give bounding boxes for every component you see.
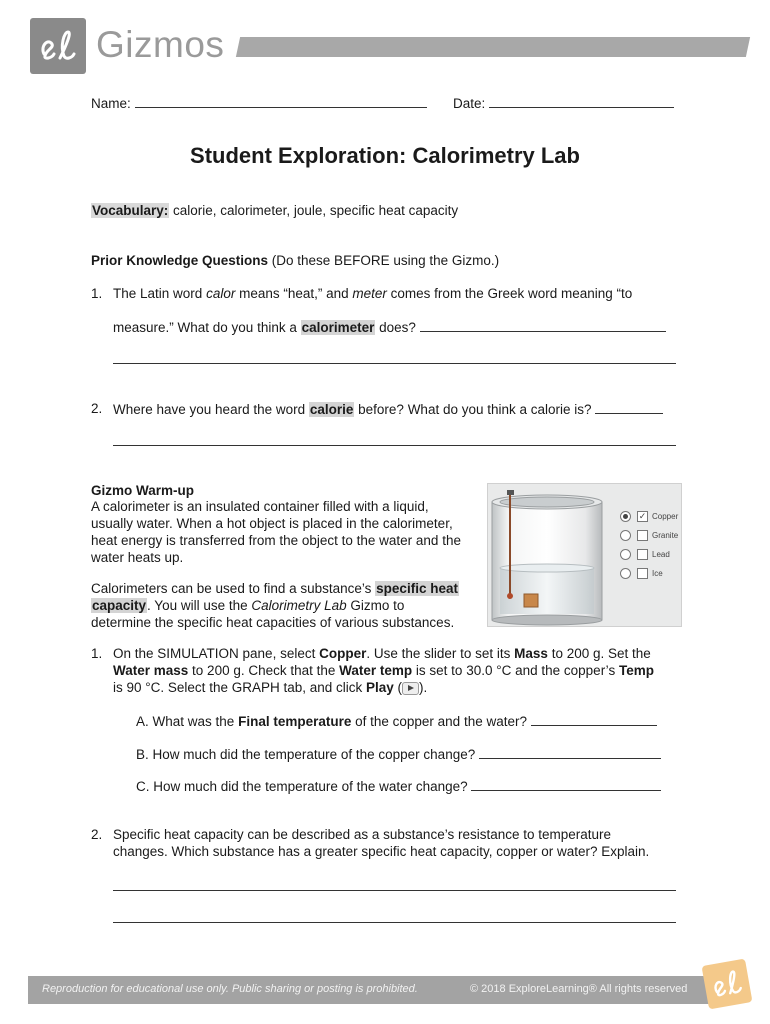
radio-icon[interactable] <box>620 568 631 579</box>
option-granite[interactable] <box>620 530 678 541</box>
q-text: to 200 g. Check that the <box>188 663 340 678</box>
answer-blank[interactable] <box>531 712 657 726</box>
option-ice[interactable] <box>620 568 663 579</box>
subq-letter: C. <box>136 779 150 794</box>
prior-q1-line2 <box>113 318 666 336</box>
subq-text: How much did the temperature of the copper change? <box>152 747 476 762</box>
para-text: Gizmo to <box>346 598 405 613</box>
q-term: meter <box>352 286 387 301</box>
footer-logo <box>702 959 753 1010</box>
para-term: capacity <box>92 598 147 613</box>
para-line: A calorimeter is an insulated container filled with a liquid, <box>91 499 429 514</box>
answer-blank[interactable] <box>113 350 676 364</box>
q-term: Water mass <box>113 663 189 678</box>
vocabulary-label: Vocabulary: <box>92 203 169 218</box>
warmup-q2 <box>91 826 650 859</box>
page-title: Student Exploration: Calorimetry Lab <box>190 143 580 168</box>
q-text: means “heat,” and <box>235 286 353 301</box>
para-text: Calorimeters can be used to find a substance’s <box>91 581 376 596</box>
q-text: The Latin word <box>113 286 207 301</box>
q-text: measure.” What do you think a <box>113 320 301 335</box>
para-line: water heats up. <box>91 550 184 565</box>
header-bar <box>236 37 750 57</box>
para-term: specific heat <box>376 581 458 596</box>
prior-heading-text: Prior Knowledge Questions <box>91 253 269 268</box>
radio-icon[interactable] <box>620 549 631 560</box>
option-label: Granite <box>652 531 679 540</box>
el-logo-icon <box>38 28 78 64</box>
q-text: Where have you heard the word <box>113 402 309 417</box>
name-blank[interactable] <box>135 94 427 108</box>
date-blank[interactable] <box>489 94 674 108</box>
play-icon <box>402 682 419 695</box>
gizmo-name: Calorimetry Lab <box>251 598 347 613</box>
option-label: Lead <box>652 550 670 559</box>
subq-c <box>136 777 661 795</box>
q-number: 2. <box>91 401 103 416</box>
subq-text: How much did the temperature of the water change? <box>153 779 468 794</box>
q-term: calor <box>206 286 236 301</box>
option-label: Ice <box>652 569 663 578</box>
el-logo-icon <box>708 965 745 1002</box>
subq-letter: B. <box>136 747 149 762</box>
prior-note: (Do these BEFORE using the Gizmo.) <box>268 253 500 268</box>
prior-q2 <box>91 400 592 417</box>
checkbox-icon[interactable] <box>637 549 648 560</box>
checkbox-icon[interactable]: ✓ <box>638 511 647 521</box>
q-number: 2. <box>91 827 103 842</box>
q-term: Temp <box>618 663 654 678</box>
answer-blank[interactable] <box>595 400 663 414</box>
q-term: calorimeter <box>301 320 375 335</box>
q-number: 1. <box>91 646 103 661</box>
brand-name: Gizmos <box>96 24 225 65</box>
q-term: Water temp <box>339 663 413 678</box>
subq-letter: A. <box>136 714 149 729</box>
radio-icon[interactable] <box>620 530 631 541</box>
answer-blank[interactable] <box>479 745 661 759</box>
option-lead[interactable] <box>620 549 670 560</box>
answer-blank[interactable] <box>113 432 676 446</box>
name-label: Name: <box>91 96 131 111</box>
prior-heading <box>91 252 499 269</box>
date-field[interactable] <box>453 94 674 112</box>
q-term: Copper <box>319 646 367 661</box>
q-text: to 200 g. Set the <box>547 646 651 661</box>
gizmos-logo <box>30 18 86 74</box>
subq-text: of the copper and the water? <box>351 714 527 729</box>
q-text: is set to 30.0 °C and the copper’s <box>412 663 619 678</box>
vocabulary <box>91 202 458 219</box>
prior-q1-line1 <box>91 285 633 302</box>
subq-a <box>136 712 657 730</box>
q-line: Specific heat capacity can be described as a substance’s resistance to temperature <box>113 827 612 842</box>
q-text: before? What do you think a calorie is? <box>354 402 592 417</box>
q-line: changes. Which substance has a greater specific heat capacity, copper or water? Explain. <box>113 844 650 859</box>
q-term: Play <box>366 680 394 695</box>
radio-icon[interactable] <box>620 511 631 522</box>
para-line: usually water. When a hot object is placed in the calorimeter, <box>91 516 453 531</box>
q-term: Mass <box>514 646 548 661</box>
warmup-para1 <box>91 498 481 566</box>
warmup-q1 <box>91 645 654 695</box>
answer-blank[interactable] <box>420 318 666 332</box>
checkbox-icon[interactable] <box>637 530 648 541</box>
answer-blank[interactable] <box>471 777 661 791</box>
para-line: determine the specific heat capacities of various substances. <box>91 615 455 630</box>
para-line: heat energy is transferred from the object to the water and the <box>91 533 461 548</box>
option-label: Copper <box>652 512 679 521</box>
answer-blank[interactable] <box>113 909 676 923</box>
subq-b <box>136 745 661 763</box>
subq-term: Final temperature <box>238 714 352 729</box>
q-number: 1. <box>91 286 103 301</box>
para-text: . You will use the <box>147 598 252 613</box>
q-text: ). <box>419 680 428 695</box>
subq-text: What was the <box>152 714 239 729</box>
footer-copyright: © 2018 ExploreLearning® All rights reserved <box>470 983 688 995</box>
warmup-heading: Gizmo Warm-up <box>91 483 194 498</box>
q-text: ( <box>393 680 403 695</box>
footer-disclaimer: Reproduction for educational use only. Public sharing or posting is prohibited. <box>42 983 418 995</box>
q-text: is 90 °C. Select the GRAPH tab, and click <box>113 680 367 695</box>
checkbox-icon[interactable] <box>637 568 648 579</box>
q-text: comes from the Greek word meaning “to <box>386 286 633 301</box>
q-text: does? <box>375 320 416 335</box>
name-field[interactable] <box>91 94 427 112</box>
vocabulary-text: calorie, calorimeter, joule, specific heat capacity <box>169 203 459 218</box>
q-text: On the SIMULATION pane, select <box>113 646 320 661</box>
q-term: calorie <box>309 402 354 417</box>
q-text: . Use the slider to set its <box>366 646 515 661</box>
option-copper[interactable] <box>620 511 678 522</box>
date-label: Date: <box>453 96 486 111</box>
warmup-para2 <box>91 580 481 631</box>
answer-blank[interactable] <box>113 877 676 891</box>
